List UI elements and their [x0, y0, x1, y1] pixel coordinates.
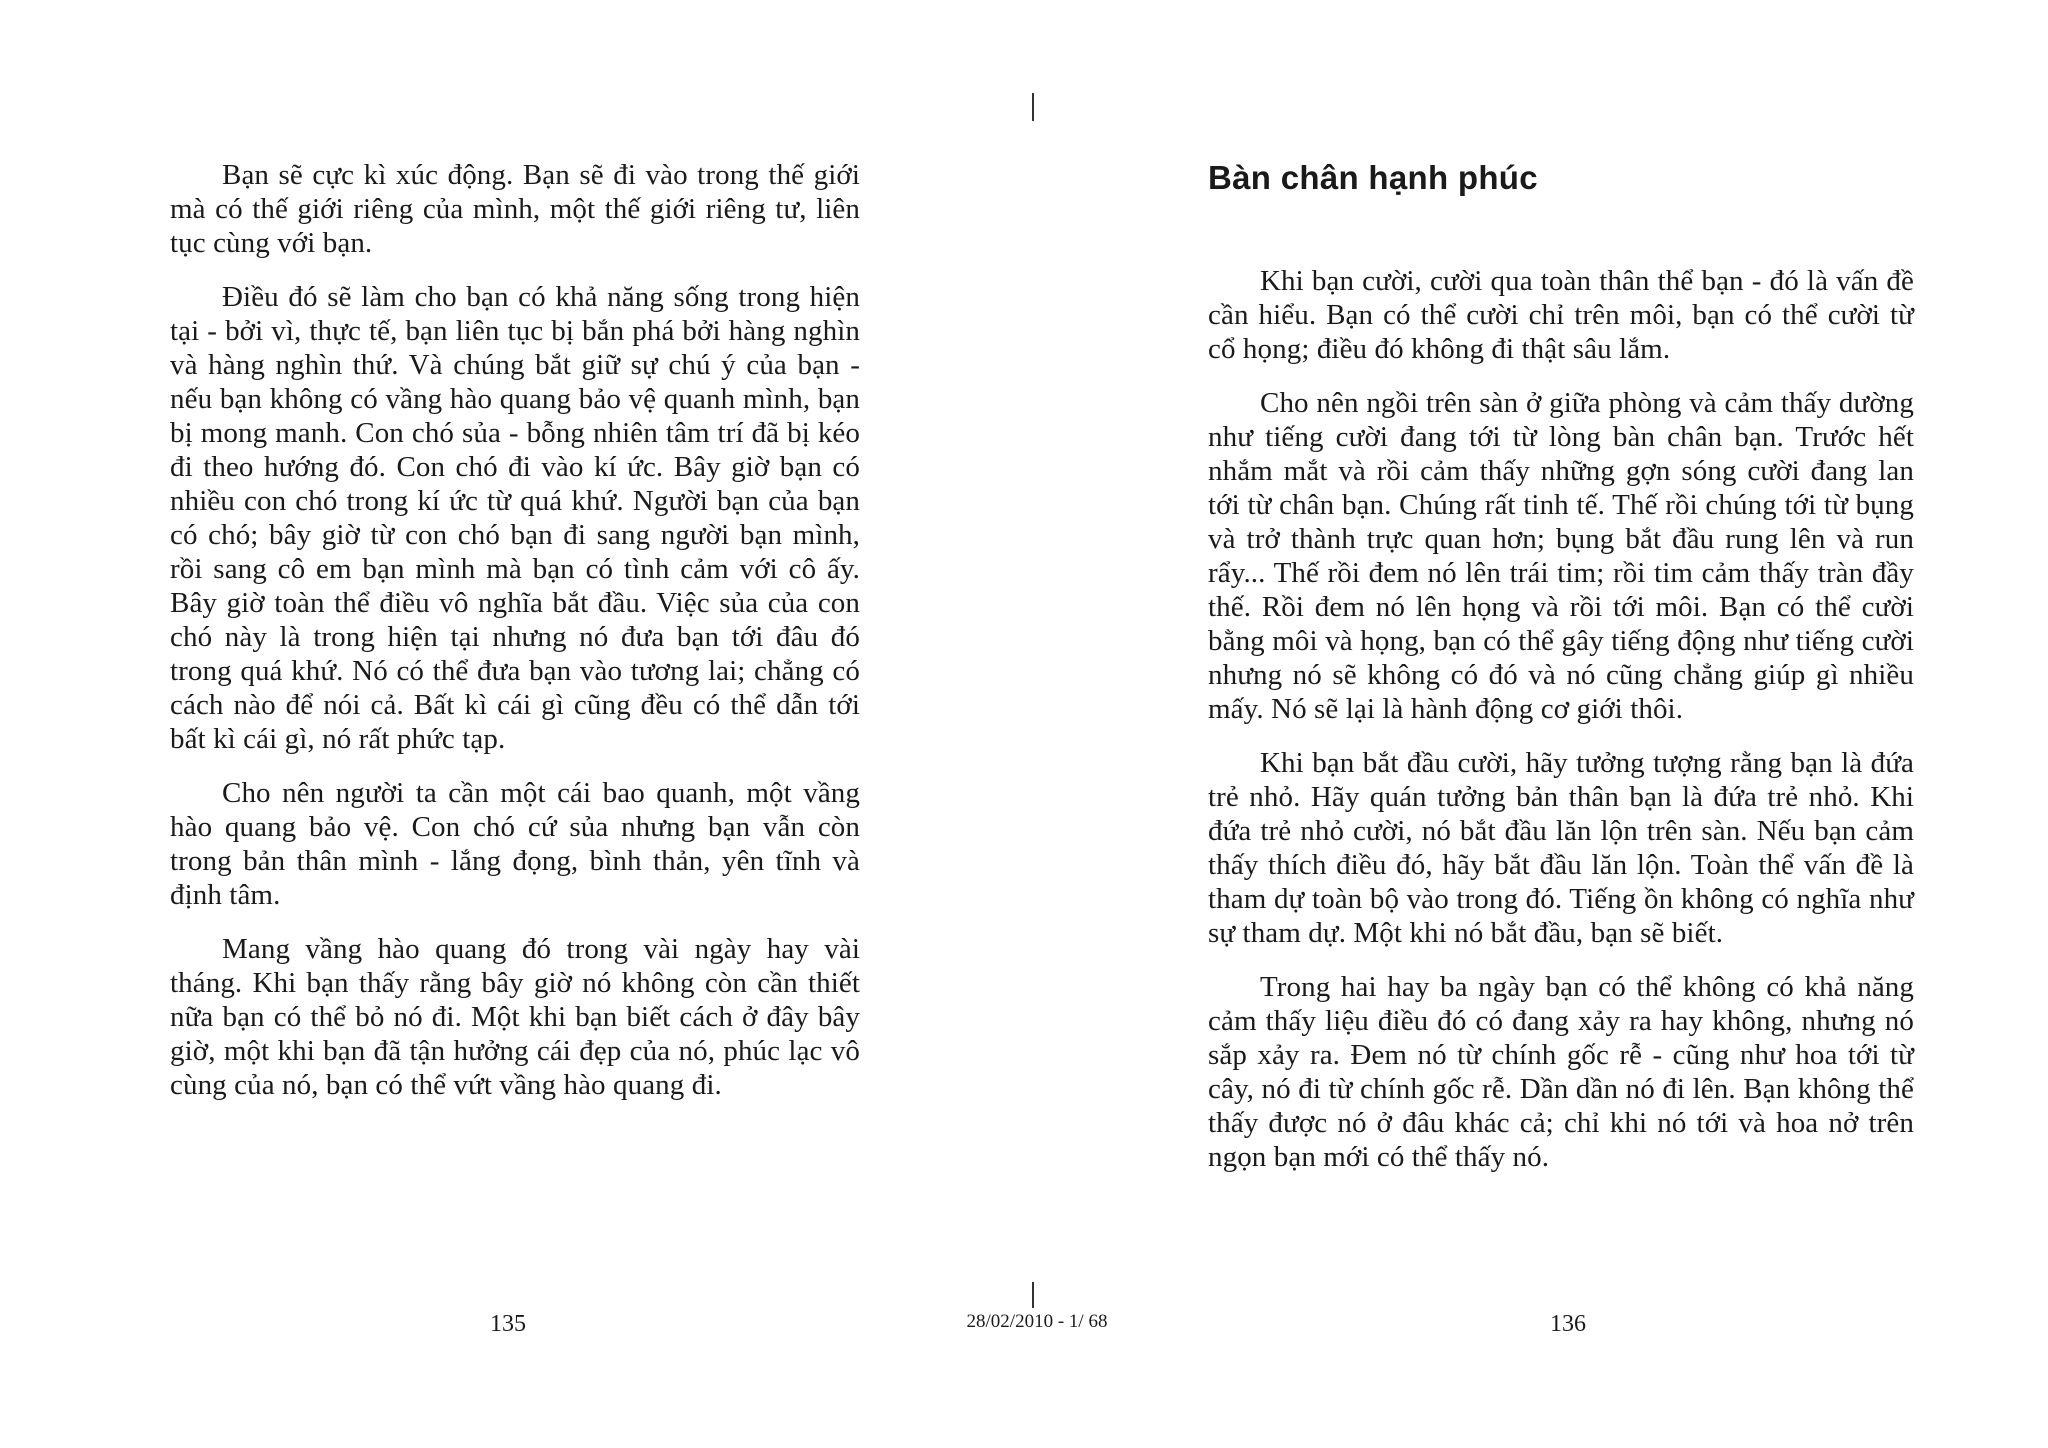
right-page-number: 136	[1550, 1311, 1586, 1337]
left-paragraph-3: Cho nên người ta cần một cái bao quanh, một vầng hào quang bảo vệ. Con chó cứ sủa nhưng bạn vẫn còn trong bản thân mình - lắng đọng, bình thản, yên tĩnh và định tâm.	[170, 777, 860, 911]
footer-date-page: 28/02/2010 - 1/ 68	[966, 1311, 1108, 1332]
left-paragraph-2: Điều đó sẽ làm cho bạn có khả năng sống trong hiện tại - bởi vì, thực tế, bạn liên tục bị bắn phá bởi hàng nghìn và hàng nghìn thứ. Và chúng bắt giữ sự chú ý của bạn - nếu bạn không có vầng hào quang bảo vệ quanh mình, bạn bị mong manh. Con chó sủa - bỗng nhiên tâm trí đã bị kéo đi theo hướng đó. Con chó đi vào kí ức. Bây giờ bạn có nhiều con chó trong kí ức từ quá khứ. Người bạn của bạn có chó; bây giờ từ con chó bạn đi sang người bạn mình, rồi sang cô em bạn mình mà bạn có tình cảm với cô ấy. Bây giờ toàn thể điều vô nghĩa bắt đầu. Việc sủa của con chó này là trong hiện tại nhưng nó đưa bạn tới đâu đó trong quá khứ. Nó có thể đưa bạn vào tương lai; chẳng có cách nào để nói cả. Bất kì cái gì cũng đều có thể dẫn tới bất kì cái gì, nó rất phức tạp.	[170, 281, 860, 755]
left-paragraph-4: Mang vầng hào quang đó trong vài ngày hay vài tháng. Khi bạn thấy rằng bây giờ nó không còn cần thiết nữa bạn có thể bỏ nó đi. Một khi bạn biết cách ở đây bây giờ, một khi bạn đã tận hưởng cái đẹp của nó, phúc lạc vô cùng của nó, bạn có thể vứt vầng hào quang đi.	[170, 933, 860, 1101]
right-paragraph-3: Khi bạn bắt đầu cười, hãy tưởng tượng rằng bạn là đứa trẻ nhỏ. Hãy quán tưởng bản thân bạn là đứa trẻ nhỏ. Khi đứa trẻ nhỏ cười, nó bắt đầu lăn lộn trên sàn. Nếu bạn cảm thấy thích điều đó, hãy bắt đầu lăn lộn. Toàn thể vấn đề là tham dự toàn bộ vào trong đó. Tiếng ồn không có nghĩa như sự tham dự. Một khi nó bắt đầu, bạn sẽ biết.	[1208, 747, 1914, 949]
right-page	[1208, 158, 1914, 1194]
center-fold-mark-top	[1032, 93, 1034, 121]
left-paragraph-1: Bạn sẽ cực kì xúc động. Bạn sẽ đi vào trong thế giới mà có thế giới riêng của mình, một thế giới riêng tư, liên tục cùng với bạn.	[170, 159, 860, 259]
left-page-number: 135	[490, 1311, 526, 1337]
left-page	[170, 158, 860, 1122]
right-paragraph-2: Cho nên ngồi trên sàn ở giữa phòng và cảm thấy dường như tiếng cười đang tới từ lòng bàn chân bạn. Trước hết nhắm mắt và rồi cảm thấy những gợn sóng cười đang lan tới từ chân bạn. Chúng rất tinh tế. Thế rồi chúng tới từ bụng và trở thành trực quan hơn; bụng bắt đầu rung lên và run rẩy... Thế rồi đem nó lên trái tim; rồi tim cảm thấy tràn đầy thế. Rồi đem nó lên họng và rồi tới môi. Bạn có thể cười bằng môi và họng, bạn có thể gây tiếng động như tiếng cười nhưng nó sẽ không có đó và nó cũng chẳng giúp gì nhiều mấy. Nó sẽ lại là hành động cơ giới thôi.	[1208, 387, 1914, 725]
right-paragraph-1: Khi bạn cười, cười qua toàn thân thể bạn - đó là vấn đề cần hiểu. Bạn có thể cười chỉ trên môi, bạn có thể cười từ cổ họng; điều đó không đi thật sâu lắm.	[1208, 265, 1914, 365]
right-paragraph-4: Trong hai hay ba ngày bạn có thể không có khả năng cảm thấy liệu điều đó có đang xảy ra hay không, nhưng nó sắp xảy ra. Đem nó từ chính gốc rễ - cũng như hoa tới từ cây, nó đi từ chính gốc rễ. Dần dần nó đi lên. Bạn không thể thấy được nó ở đâu khác cả; chỉ khi nó tới và hoa nở trên ngọn bạn mới có thể thấy nó.	[1208, 971, 1914, 1173]
center-fold-mark-bottom	[1032, 1282, 1034, 1308]
chapter-title: Bàn chân hạnh phúc	[1208, 159, 1538, 196]
